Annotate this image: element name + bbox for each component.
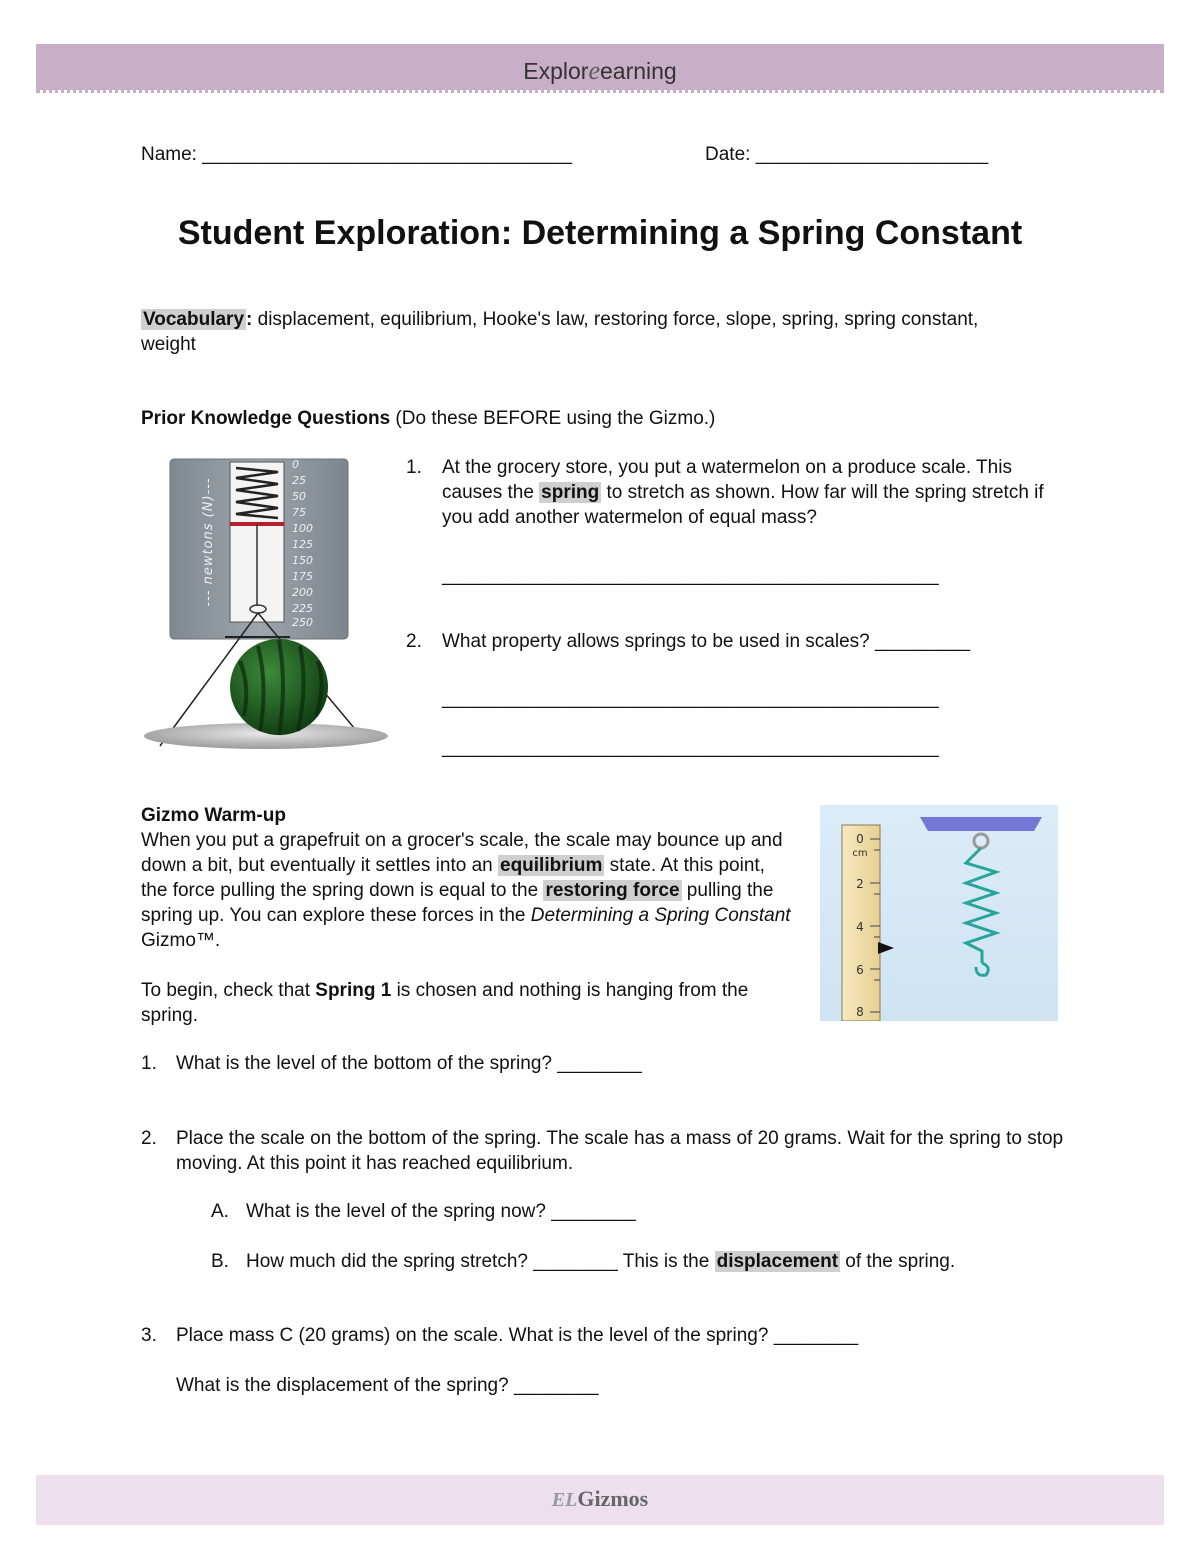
- warmup-question-3b: What is the displacement of the spring? ________: [176, 1375, 599, 1396]
- tick-75: 75: [292, 506, 306, 519]
- produce-scale-image: [140, 456, 392, 756]
- tick-150: 150: [292, 554, 313, 567]
- warmup-spring-1: Spring 1: [315, 980, 392, 1001]
- ruler-tick-4: 4: [856, 920, 864, 934]
- header-divider: [36, 90, 1164, 93]
- gizmos-logo-icon: EL: [551, 1489, 578, 1511]
- ruler-tick-2: 2: [856, 877, 864, 891]
- q2a-text: What is the level of the spring now? ________: [246, 1201, 636, 1222]
- prior-q1-text-a: At the grocery store, you put a watermelon on a produce scale. This causes the: [442, 457, 1012, 503]
- name-line: [141, 142, 572, 167]
- tick-225: 225: [292, 602, 313, 615]
- prior-q2-number: 2.: [406, 631, 422, 652]
- warmup-question-2: [141, 1126, 1071, 1176]
- warmup-p1-d: Gizmo™.: [141, 930, 221, 951]
- tick-125: 125: [292, 538, 313, 551]
- tick-50: 50: [292, 490, 306, 503]
- brand-pre: Explor: [523, 58, 589, 84]
- name-label: Name:: [141, 144, 203, 165]
- q3-number: 3.: [141, 1325, 157, 1346]
- brand-post: earning: [600, 58, 677, 84]
- prior-knowledge-heading: [141, 406, 715, 431]
- footer-brand-text: Gizmos: [577, 1486, 649, 1511]
- warmup-restoring-force-term: restoring force: [545, 880, 680, 901]
- page-title: Student Exploration: Determining a Spring Constant: [177, 214, 1023, 252]
- warmup-paragraph-2: [141, 978, 761, 1028]
- prior-q2-answer-blank-2[interactable]: _______________________________________________: [442, 737, 939, 758]
- warmup-question-3: [141, 1323, 1071, 1348]
- warmup-question-2a: [211, 1199, 1071, 1224]
- warmup-p1-a: When you put a grapefruit on a grocer's scale, the scale may bounce up and down a bit, but eventually it settles into an: [141, 830, 783, 876]
- q2-text: Place the scale on the bottom of the spring. The scale has a mass of 20 grams. Wait for the spring to stop moving. At this point it has reached equilibrium.: [176, 1128, 1064, 1174]
- q1-number: 1.: [141, 1053, 157, 1074]
- prior-heading: Prior Knowledge Questions: [141, 408, 391, 429]
- q2b-text-b: of the spring.: [840, 1251, 956, 1272]
- prior-note: (Do these BEFORE using the Gizmo.): [390, 408, 716, 429]
- name-blank: ___________________________________: [202, 144, 573, 165]
- q2b-number: B.: [211, 1251, 229, 1272]
- ruler-tick-0: 0: [856, 832, 864, 846]
- prior-q2-answer-blank-1[interactable]: _______________________________________________: [442, 688, 939, 709]
- axis-label: --- newtons (N)---: [201, 477, 216, 607]
- vocabulary-label: Vocabulary: [143, 309, 245, 330]
- tick-250: 250: [292, 616, 313, 629]
- date-line: [705, 142, 988, 167]
- prior-q1-answer-blank[interactable]: _______________________________________________: [442, 565, 939, 586]
- warmup-section: [141, 803, 791, 1028]
- q1-text: What is the level of the bottom of the spring? ________: [176, 1053, 642, 1074]
- prior-q2-text: What property allows springs to be used in scales? _________: [442, 631, 971, 652]
- date-label: Date:: [705, 144, 756, 165]
- date-blank: ______________________: [755, 144, 989, 165]
- warmup-p2-a: To begin, check that: [141, 980, 316, 1001]
- warmup-p1-c: pulling the spring up. You can explore these forces in the: [141, 880, 774, 926]
- q2-number: 2.: [141, 1128, 157, 1149]
- warmup-heading: Gizmo Warm-up: [141, 805, 286, 826]
- q2b-text-a: How much did the spring stretch? ________ This is the: [246, 1251, 715, 1272]
- vocabulary-terms: displacement, equilibrium, Hooke's law, restoring force, slope, spring, spring constant, weight: [141, 309, 979, 355]
- warmup-question-2b: [211, 1249, 1091, 1274]
- brand-mid: e: [588, 56, 600, 85]
- brand-logo: [0, 56, 1200, 86]
- tick-200: 200: [292, 586, 313, 599]
- prior-q1-number: 1.: [406, 457, 422, 478]
- prior-question-1: [406, 455, 1056, 530]
- spring-ruler-image: [820, 805, 1058, 1021]
- footer-logo: [0, 1486, 1200, 1512]
- tick-25: 25: [292, 474, 306, 487]
- prior-q1-highlight: spring: [541, 482, 600, 503]
- prior-q1-text-b: to stretch as shown. How far will the spring stretch if you add another watermelon of equal mass?: [442, 482, 1044, 528]
- q2a-number: A.: [211, 1201, 229, 1222]
- vocabulary-colon: :: [246, 309, 253, 330]
- warmup-paragraph-1: [141, 828, 791, 953]
- warmup-gizmo-name: Determining a Spring Constant: [530, 905, 791, 926]
- tick-175: 175: [292, 570, 313, 583]
- warmup-equilibrium-term: equilibrium: [500, 855, 603, 876]
- warmup-question-1: [141, 1051, 1071, 1076]
- ruler-unit: cm: [852, 848, 868, 859]
- prior-question-2: [406, 629, 1056, 654]
- ruler-tick-8: 8: [856, 1005, 864, 1019]
- tick-0: 0: [292, 458, 299, 471]
- warmup-p2-b: is chosen and nothing is hanging from the spring.: [141, 980, 749, 1026]
- vocabulary: [141, 307, 1021, 357]
- warmup-p1-b: state. At this point, the force pulling the spring down is equal to the: [141, 855, 765, 901]
- q3-text: Place mass C (20 grams) on the scale. What is the level of the spring? ________: [176, 1325, 859, 1346]
- ruler-tick-6: 6: [856, 963, 864, 977]
- q2b-displacement-term: displacement: [716, 1251, 839, 1272]
- tick-100: 100: [292, 522, 313, 535]
